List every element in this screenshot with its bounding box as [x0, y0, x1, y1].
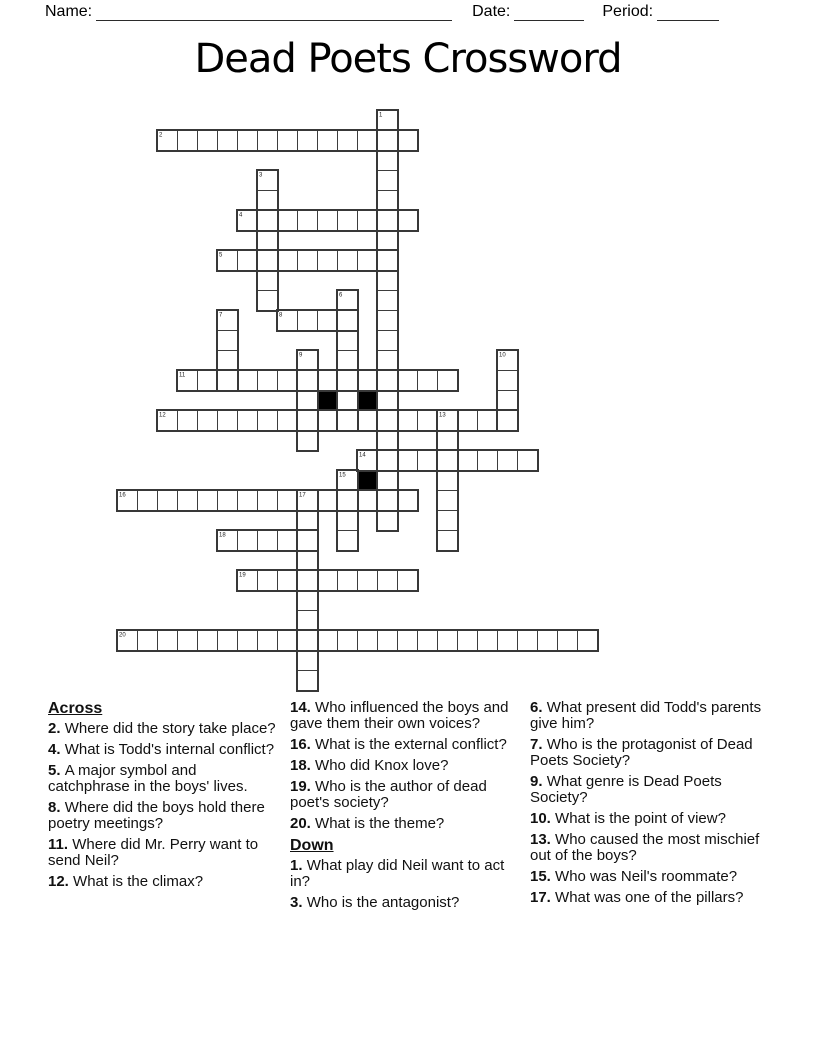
crossword-cell[interactable]: [377, 570, 398, 591]
crossword-cell[interactable]: [297, 310, 318, 331]
clue-text: A major symbol and catchphrase in the boys' lives.: [48, 762, 248, 795]
crossword-cell[interactable]: [417, 450, 438, 471]
crossword-cell[interactable]: [537, 630, 558, 651]
crossword-cell[interactable]: [217, 310, 238, 331]
clue-text: Who is the antagonist?: [306, 894, 460, 911]
crossword-cell[interactable]: [397, 410, 418, 431]
crossword-cell[interactable]: [317, 130, 338, 151]
crossword-cell[interactable]: [277, 310, 298, 331]
crossword-cell[interactable]: [177, 630, 198, 651]
cell-number: 20: [119, 631, 126, 638]
crossword-cell[interactable]: [177, 410, 198, 431]
crossword-cell[interactable]: [277, 250, 298, 271]
cell-number: 5: [219, 251, 223, 258]
crossword-cell[interactable]: [337, 630, 358, 651]
crossword-cell[interactable]: [297, 570, 318, 591]
clue-heading-down: Down: [290, 837, 334, 854]
crossword-cell[interactable]: [177, 130, 198, 151]
clue-item-9: [530, 774, 772, 806]
crossword-cell[interactable]: [377, 170, 398, 191]
crossword-cell[interactable]: [337, 290, 358, 311]
cell-number: 6: [339, 291, 343, 298]
crossword-cell[interactable]: [337, 410, 358, 431]
crossword-cell[interactable]: [257, 210, 278, 231]
crossword-cell[interactable]: [377, 330, 398, 351]
crossword-cell[interactable]: [217, 630, 238, 651]
crossword-cell[interactable]: [497, 450, 518, 471]
crossword-cell[interactable]: [397, 130, 418, 151]
crossword-cell[interactable]: [257, 490, 278, 511]
name-blank-line: [96, 5, 452, 21]
clue-number: 6.: [530, 699, 547, 716]
crossword-cell[interactable]: [237, 530, 258, 551]
crossword-cell[interactable]: [317, 410, 338, 431]
crossword-cell[interactable]: [497, 390, 518, 411]
crossword-cell[interactable]: [157, 130, 178, 151]
crossword-cell[interactable]: [297, 530, 318, 551]
clue-item-3: [290, 895, 517, 911]
clue-text: What play did Neil want to act in?: [290, 857, 505, 890]
crossword-cell[interactable]: [297, 650, 318, 671]
clue-number: 3.: [290, 894, 307, 911]
clue-text: What is the theme?: [315, 815, 445, 832]
crossword-cell[interactable]: [297, 590, 318, 611]
crossword-cell[interactable]: [397, 370, 418, 391]
cell-number: 2: [159, 131, 163, 138]
crossword-cell[interactable]: [337, 370, 358, 391]
crossword-cell[interactable]: [277, 130, 298, 151]
crossword-cell[interactable]: [337, 510, 358, 531]
clue-number: 14.: [290, 699, 316, 716]
crossword-cell[interactable]: [377, 310, 398, 331]
crossword-cell[interactable]: [297, 250, 318, 271]
crossword-cell[interactable]: [357, 210, 378, 231]
clue-item-17: [530, 890, 772, 906]
clue-item-5: [48, 763, 277, 795]
date-label: Date:: [472, 3, 511, 20]
clue-item-13: [530, 832, 772, 864]
crossword-cell[interactable]: [357, 410, 378, 431]
clue-number: 11.: [48, 836, 73, 853]
cell-number: 16: [119, 491, 126, 498]
crossword-cell[interactable]: [377, 630, 398, 651]
crossword-cell[interactable]: [377, 150, 398, 171]
crossword-cell[interactable]: [377, 130, 398, 151]
crossword-cell[interactable]: [177, 370, 198, 391]
crossword-cell[interactable]: [517, 450, 538, 471]
crossword-cell[interactable]: [477, 410, 498, 431]
crossword-cell[interactable]: [257, 530, 278, 551]
clue-item-16: [290, 737, 517, 753]
crossword-cell[interactable]: [297, 610, 318, 631]
crossword-cell[interactable]: [217, 410, 238, 431]
crossword-cell[interactable]: [357, 630, 378, 651]
clue-number: 18.: [290, 757, 316, 774]
clue-item-2: [48, 721, 277, 737]
clue-item-10: [530, 811, 772, 827]
crossword-cell[interactable]: [277, 410, 298, 431]
crossword-cell[interactable]: [477, 450, 498, 471]
crossword-cell[interactable]: [237, 130, 258, 151]
crossword-cell[interactable]: [217, 530, 238, 551]
cell-number: 1: [379, 111, 383, 118]
date-blank-line: [514, 5, 584, 21]
crossword-cell[interactable]: [297, 550, 318, 571]
clue-text: Where did the boys hold there poetry meetings?: [48, 799, 265, 832]
crossword-cell[interactable]: [377, 350, 398, 371]
crossword-cell[interactable]: [377, 290, 398, 311]
clue-text: What is Todd's internal conflict?: [64, 741, 275, 758]
clue-number: 7.: [530, 736, 547, 753]
crossword-cell[interactable]: [337, 330, 358, 351]
crossword-cell[interactable]: [377, 490, 398, 511]
crossword-cell[interactable]: [497, 350, 518, 371]
clue-number: 4.: [48, 741, 65, 758]
clue-column-2: [290, 700, 525, 916]
clue-number: 12.: [48, 873, 74, 890]
cell-number: 14: [359, 451, 366, 458]
crossword-black-cell: [357, 470, 378, 491]
clue-item-20: [290, 816, 517, 832]
crossword-cell[interactable]: [117, 490, 138, 511]
crossword-cell[interactable]: [317, 490, 338, 511]
cell-number: 17: [299, 491, 306, 498]
clue-text: Who was Neil's roommate?: [555, 868, 738, 885]
clue-column-3: [530, 700, 780, 916]
crossword-cell[interactable]: [337, 350, 358, 371]
crossword-cell[interactable]: [177, 490, 198, 511]
crossword-cell[interactable]: [117, 630, 138, 651]
cell-number: 18: [219, 531, 226, 538]
crossword-cell[interactable]: [557, 630, 578, 651]
clue-number: 20.: [290, 815, 316, 832]
cell-number: 10: [499, 351, 506, 358]
clue-text: What is the climax?: [73, 873, 204, 890]
crossword-cell[interactable]: [317, 630, 338, 651]
clue-text: Who did Knox love?: [315, 757, 449, 774]
crossword-cell[interactable]: [337, 490, 358, 511]
crossword-cell[interactable]: [377, 410, 398, 431]
clue-text: What is the external conflict?: [315, 736, 507, 753]
crossword-cell[interactable]: [137, 490, 158, 511]
clue-text: Who influenced the boys and gave them their own voices?: [290, 699, 509, 732]
crossword-cell[interactable]: [217, 490, 238, 511]
clue-number: 8.: [48, 799, 65, 816]
crossword-cell[interactable]: [297, 410, 318, 431]
crossword-cell[interactable]: [337, 130, 358, 151]
crossword-cell[interactable]: [237, 570, 258, 591]
crossword-cell[interactable]: [317, 370, 338, 391]
crossword-cell[interactable]: [437, 470, 458, 491]
crossword-cell[interactable]: [377, 510, 398, 531]
crossword-cell[interactable]: [197, 410, 218, 431]
crossword-cell[interactable]: [357, 570, 378, 591]
cell-number: 13: [439, 411, 446, 418]
crossword-cell[interactable]: [437, 630, 458, 651]
crossword-cell[interactable]: [297, 490, 318, 511]
crossword-cell[interactable]: [257, 270, 278, 291]
crossword-cell[interactable]: [357, 490, 378, 511]
crossword-cell[interactable]: [197, 490, 218, 511]
crossword-cell[interactable]: [217, 350, 238, 371]
crossword-cell[interactable]: [297, 210, 318, 231]
crossword-cell[interactable]: [297, 630, 318, 651]
crossword-cell[interactable]: [437, 430, 458, 451]
crossword-cell[interactable]: [377, 190, 398, 211]
crossword-cell[interactable]: [297, 350, 318, 371]
clue-column-1: [48, 700, 285, 916]
crossword-cell[interactable]: [217, 330, 238, 351]
crossword-cell[interactable]: [257, 170, 278, 191]
clue-section: [48, 700, 788, 916]
crossword-cell[interactable]: [377, 470, 398, 491]
crossword-cell[interactable]: [417, 370, 438, 391]
crossword-cell[interactable]: [577, 630, 598, 651]
clue-text: Who is the protagonist of Dead Poets Society?: [530, 736, 753, 769]
crossword-cell[interactable]: [437, 450, 458, 471]
crossword-cell[interactable]: [437, 490, 458, 511]
crossword-cell[interactable]: [337, 530, 358, 551]
crossword-cell[interactable]: [337, 210, 358, 231]
crossword-cell[interactable]: [377, 390, 398, 411]
crossword-cell[interactable]: [217, 130, 238, 151]
clue-heading-across: Across: [48, 700, 103, 717]
crossword-cell[interactable]: [237, 490, 258, 511]
cell-number: 12: [159, 411, 166, 418]
crossword-cell[interactable]: [197, 130, 218, 151]
clue-text: Where did the story take place?: [64, 720, 276, 737]
crossword-cell[interactable]: [397, 630, 418, 651]
crossword-cell[interactable]: [377, 430, 398, 451]
crossword-cell[interactable]: [217, 370, 238, 391]
crossword-cell[interactable]: [257, 250, 278, 271]
crossword-cell[interactable]: [377, 210, 398, 231]
crossword-cell[interactable]: [337, 570, 358, 591]
clue-number: 15.: [530, 868, 556, 885]
crossword-cell[interactable]: [277, 210, 298, 231]
crossword-cell[interactable]: [357, 250, 378, 271]
cell-number: 15: [339, 471, 346, 478]
crossword-cell[interactable]: [317, 210, 338, 231]
clue-item-8: [48, 800, 277, 832]
clue-item-19: [290, 779, 517, 811]
crossword-cell[interactable]: [257, 130, 278, 151]
crossword-cell[interactable]: [377, 250, 398, 271]
crossword-black-cell: [317, 390, 338, 411]
cell-number: 7: [219, 311, 223, 318]
crossword-cell[interactable]: [297, 430, 318, 451]
period-blank-line: [657, 5, 719, 21]
crossword-cell[interactable]: [457, 410, 478, 431]
clue-text: What present did Todd's parents give him?: [530, 699, 762, 732]
crossword-cell[interactable]: [337, 310, 358, 331]
clue-number: 19.: [290, 778, 316, 795]
clue-item-12: [48, 874, 277, 890]
crossword-cell[interactable]: [377, 230, 398, 251]
crossword-cell[interactable]: [437, 510, 458, 531]
cell-number: 11: [179, 371, 186, 378]
clue-text: Who caused the most mischief out of the boys?: [530, 831, 760, 864]
clue-item-14: [290, 700, 517, 732]
crossword-cell[interactable]: [197, 370, 218, 391]
crossword-cell[interactable]: [437, 530, 458, 551]
crossword-cell[interactable]: [157, 630, 178, 651]
name-label: Name:: [45, 3, 93, 20]
clue-number: 10.: [530, 810, 556, 827]
clue-text: Where did Mr. Perry want to send Neil?: [48, 836, 259, 869]
crossword-cell[interactable]: [457, 450, 478, 471]
clue-number: 5.: [48, 762, 65, 779]
crossword-cell[interactable]: [317, 250, 338, 271]
crossword-cell[interactable]: [317, 570, 338, 591]
crossword-cell[interactable]: [297, 390, 318, 411]
crossword-cell[interactable]: [137, 630, 158, 651]
clue-item-7: [530, 737, 772, 769]
crossword-cell[interactable]: [237, 630, 258, 651]
crossword-cell[interactable]: [237, 250, 258, 271]
crossword-cell[interactable]: [457, 630, 478, 651]
clue-item-11: [48, 837, 277, 869]
crossword-cell[interactable]: [417, 410, 438, 431]
clue-item-15: [530, 869, 772, 885]
crossword-cell[interactable]: [397, 210, 418, 231]
crossword-cell[interactable]: [497, 370, 518, 391]
clue-number: 9.: [530, 773, 547, 790]
crossword-cell[interactable]: [417, 630, 438, 651]
crossword-cell[interactable]: [477, 630, 498, 651]
crossword-black-cell: [357, 390, 378, 411]
crossword-cell[interactable]: [257, 190, 278, 211]
crossword-cell[interactable]: [237, 370, 258, 391]
crossword-cell[interactable]: [337, 470, 358, 491]
clue-item-4: [48, 742, 277, 758]
crossword-cell[interactable]: [397, 490, 418, 511]
clue-text: What genre is Dead Poets Society?: [530, 773, 722, 806]
crossword-cell[interactable]: [257, 630, 278, 651]
clue-number: 13.: [530, 831, 556, 848]
crossword-cell[interactable]: [237, 210, 258, 231]
clue-number: 2.: [48, 720, 65, 737]
crossword-cell[interactable]: [157, 490, 178, 511]
clue-item-18: [290, 758, 517, 774]
cell-number: 19: [239, 571, 246, 578]
crossword-cell[interactable]: [497, 410, 518, 431]
crossword-cell[interactable]: [337, 250, 358, 271]
clue-text: What is the point of view?: [555, 810, 726, 827]
cell-number: 3: [259, 171, 263, 178]
cell-number: 8: [279, 311, 283, 318]
crossword-cell[interactable]: [437, 410, 458, 431]
clue-text: Who is the author of dead poet's society?: [290, 778, 487, 811]
crossword-cell[interactable]: [277, 490, 298, 511]
crossword-cell[interactable]: [377, 370, 398, 391]
crossword-cell[interactable]: [517, 630, 538, 651]
cell-number: 9: [299, 351, 303, 358]
clue-item-1: [290, 858, 517, 890]
crossword-cell[interactable]: [257, 570, 278, 591]
crossword-cell[interactable]: [277, 570, 298, 591]
crossword-cell[interactable]: [337, 390, 358, 411]
crossword-cell[interactable]: [257, 230, 278, 251]
crossword-cell[interactable]: [277, 530, 298, 551]
crossword-cell[interactable]: [317, 310, 338, 331]
cell-number: 4: [239, 211, 243, 218]
crossword-cell[interactable]: [237, 410, 258, 431]
crossword-cell[interactable]: [257, 290, 278, 311]
crossword-cell[interactable]: [297, 670, 318, 691]
crossword-cell[interactable]: [437, 370, 458, 391]
crossword-cell[interactable]: [277, 370, 298, 391]
clue-item-6: [530, 700, 772, 732]
crossword-cell[interactable]: [197, 630, 218, 651]
period-label: Period:: [602, 3, 654, 20]
crossword-cell[interactable]: [257, 410, 278, 431]
clue-number: 1.: [290, 857, 307, 874]
crossword-cell[interactable]: [397, 570, 418, 591]
crossword-cell[interactable]: [377, 450, 398, 471]
crossword-cell[interactable]: [217, 250, 238, 271]
page-title: Dead Poets Crossword: [194, 36, 622, 82]
clue-number: 16.: [290, 736, 316, 753]
crossword-cell[interactable]: [377, 270, 398, 291]
crossword-cell[interactable]: [497, 630, 518, 651]
crossword-cell[interactable]: [277, 630, 298, 651]
crossword-cell[interactable]: [157, 410, 178, 431]
crossword-cell[interactable]: [297, 130, 318, 151]
crossword-cell[interactable]: [297, 370, 318, 391]
crossword-cell[interactable]: [297, 510, 318, 531]
crossword-cell[interactable]: [357, 130, 378, 151]
crossword-cell[interactable]: [377, 110, 398, 131]
crossword-cell[interactable]: [357, 450, 378, 471]
crossword-cell[interactable]: [257, 370, 278, 391]
worksheet-header: [45, 2, 719, 21]
clue-text: What was one of the pillars?: [555, 889, 744, 906]
clue-number: 17.: [530, 889, 556, 906]
crossword-cell[interactable]: [357, 370, 378, 391]
crossword-cell[interactable]: [397, 450, 418, 471]
